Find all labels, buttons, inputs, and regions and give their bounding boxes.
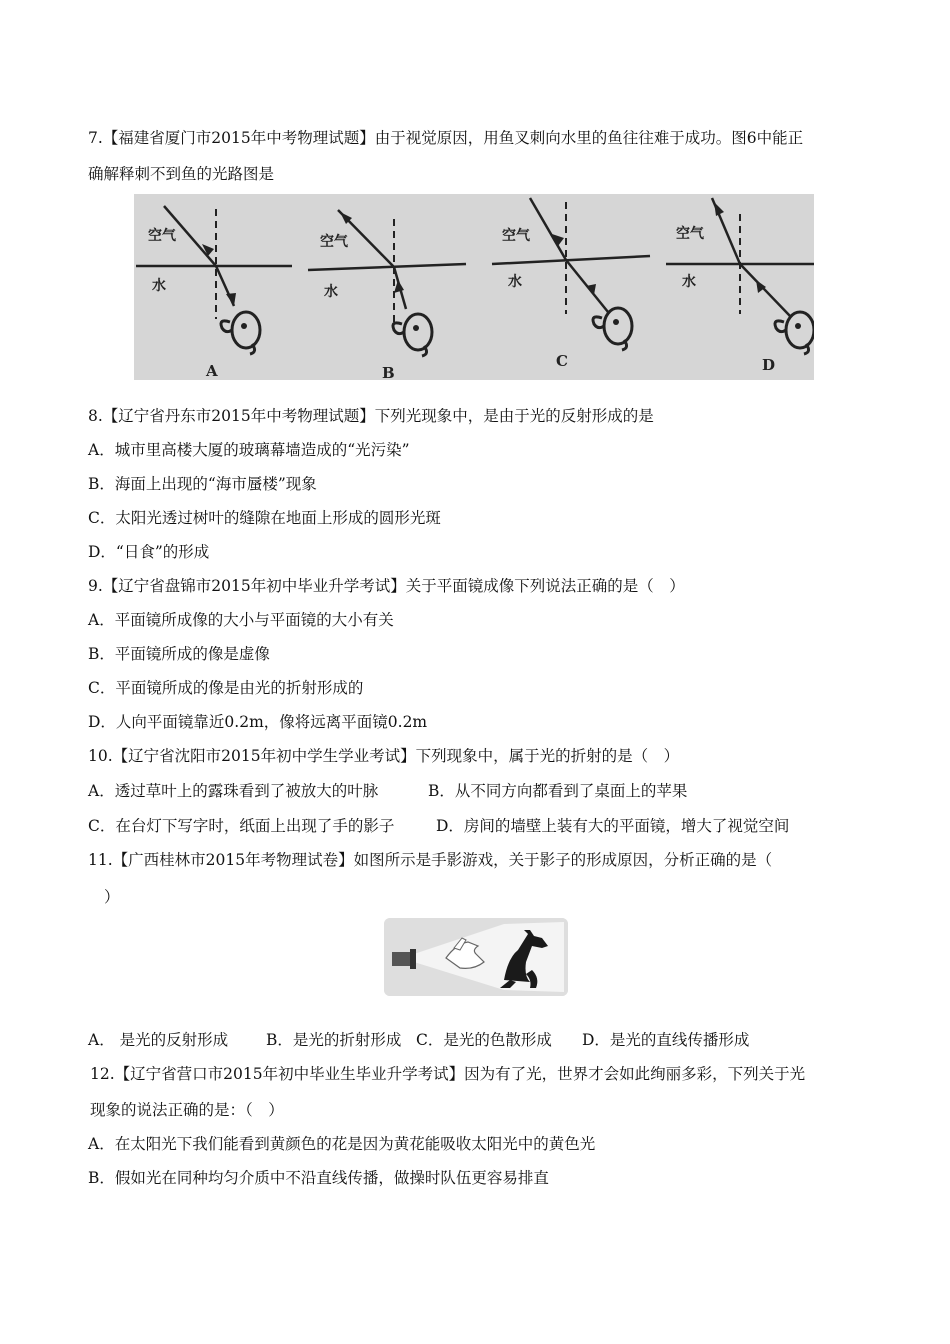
panel-c-air-label: 空气 bbox=[502, 228, 530, 244]
q11-option-b: B．是光的折射形成 bbox=[266, 1031, 402, 1049]
panel-d-air-label: 空气 bbox=[676, 226, 704, 242]
q10-option-c: C．在台灯下写字时，纸面上出现了手的影子 bbox=[88, 817, 395, 835]
panel-a bbox=[136, 206, 292, 380]
panel-d-water-label: 水 bbox=[682, 274, 696, 290]
q10-option-b: B．从不同方向都看到了桌面上的苹果 bbox=[428, 782, 688, 800]
flashlight-icon bbox=[392, 949, 416, 969]
hand-shadow-illustration bbox=[384, 918, 568, 996]
hand-shadow-figure bbox=[384, 918, 568, 996]
panel-b-label: B bbox=[382, 364, 395, 380]
q11-option-d: D．是光的直线传播形成 bbox=[582, 1031, 750, 1049]
panel-a-water-label: 水 bbox=[152, 278, 166, 294]
q11-stem-line1: 11.【广西桂林市2015年考物理试卷】如图所示是手影游戏，关于影子的形成原因，分析正确的是（ bbox=[88, 851, 773, 869]
q9-option-d: D．人向平面镜靠近0.2m，像将远离平面镜0.2m bbox=[88, 713, 428, 731]
panel-d-label: D bbox=[762, 356, 776, 374]
panel-b bbox=[308, 210, 466, 380]
q8-stem: 8.【辽宁省丹东市2015年中考物理试题】下列光现象中，是由于光的反射形成的是 bbox=[88, 407, 654, 425]
q11-stem-line2: ） bbox=[104, 888, 120, 906]
q7-stem-line1: 7.【福建省厦门市2015年中考物理试题】由于视觉原因，用鱼叉刺向水里的鱼往往难于成功。图6中能正 bbox=[88, 129, 804, 147]
panel-c-water-label: 水 bbox=[508, 274, 522, 290]
light-path-figure bbox=[134, 194, 814, 380]
panel-b-water-label: 水 bbox=[324, 284, 338, 300]
panel-b-air-label: 空气 bbox=[320, 234, 348, 250]
q9-stem: 9.【辽宁省盘锦市2015年初中毕业升学考试】关于平面镜成像下列说法正确的是（ ） bbox=[88, 577, 685, 595]
q9-option-a: A．平面镜所成像的大小与平面镜的大小有关 bbox=[88, 611, 394, 629]
panel-c bbox=[492, 198, 650, 370]
panel-a-air-label: 空气 bbox=[148, 228, 176, 244]
q12-option-b: B．假如光在同种均匀介质中不沿直线传播，做操时队伍更容易排直 bbox=[88, 1169, 549, 1187]
panel-a-fish-icon bbox=[221, 312, 260, 354]
q10-stem: 10.【辽宁省沈阳市2015年初中学生学业考试】下列现象中，属于光的折射的是（ ） bbox=[88, 747, 680, 765]
panel-c-fish-icon bbox=[593, 308, 632, 350]
q9-option-b: B．平面镜所成的像是虚像 bbox=[88, 645, 270, 663]
q10-options-row1 bbox=[88, 781, 687, 801]
q11-options-row bbox=[88, 1030, 749, 1050]
panel-d-fish-icon bbox=[775, 312, 814, 354]
q11-option-a: A． 是光的反射形成 bbox=[88, 1031, 229, 1049]
q12-option-a: A．在太阳光下我们能看到黄颜色的花是因为黄花能吸收太阳光中的黄色光 bbox=[88, 1135, 596, 1153]
q7-stem-line2: 确解释刺不到鱼的光路图是 bbox=[88, 165, 275, 183]
q8-option-d: D．“日食”的形成 bbox=[88, 543, 210, 561]
panel-a-label: A bbox=[206, 362, 218, 380]
panel-d bbox=[666, 198, 814, 374]
q11-option-c: C．是光的色散形成 bbox=[416, 1031, 552, 1049]
q10-option-a: A．透过草叶上的露珠看到了被放大的叶脉 bbox=[88, 782, 379, 800]
q9-option-c: C．平面镜所成的像是由光的折射形成的 bbox=[88, 679, 364, 697]
q10-options-row2 bbox=[88, 816, 789, 836]
q8-option-b: B．海面上出现的“海市蜃楼”现象 bbox=[88, 475, 317, 493]
q12-stem-line2: 现象的说法正确的是：（ ） bbox=[90, 1101, 284, 1119]
q8-option-c: C．太阳光透过树叶的缝隙在地面上形成的圆形光斑 bbox=[88, 509, 441, 527]
q12-stem-line1: 12.【辽宁省营口市2015年初中毕业生毕业升学考试】因为有了光，世界才会如此绚丽多彩，下列关于光 bbox=[90, 1065, 806, 1083]
panel-c-label: C bbox=[556, 352, 568, 370]
q10-option-d: D．房间的墙壁上装有大的平面镜，增大了视觉空间 bbox=[436, 817, 790, 835]
q8-option-a: A．城市里高楼大厦的玻璃幕墙造成的“光污染” bbox=[88, 441, 410, 459]
light-path-diagram bbox=[134, 194, 814, 380]
panel-b-fish-icon bbox=[393, 314, 432, 356]
